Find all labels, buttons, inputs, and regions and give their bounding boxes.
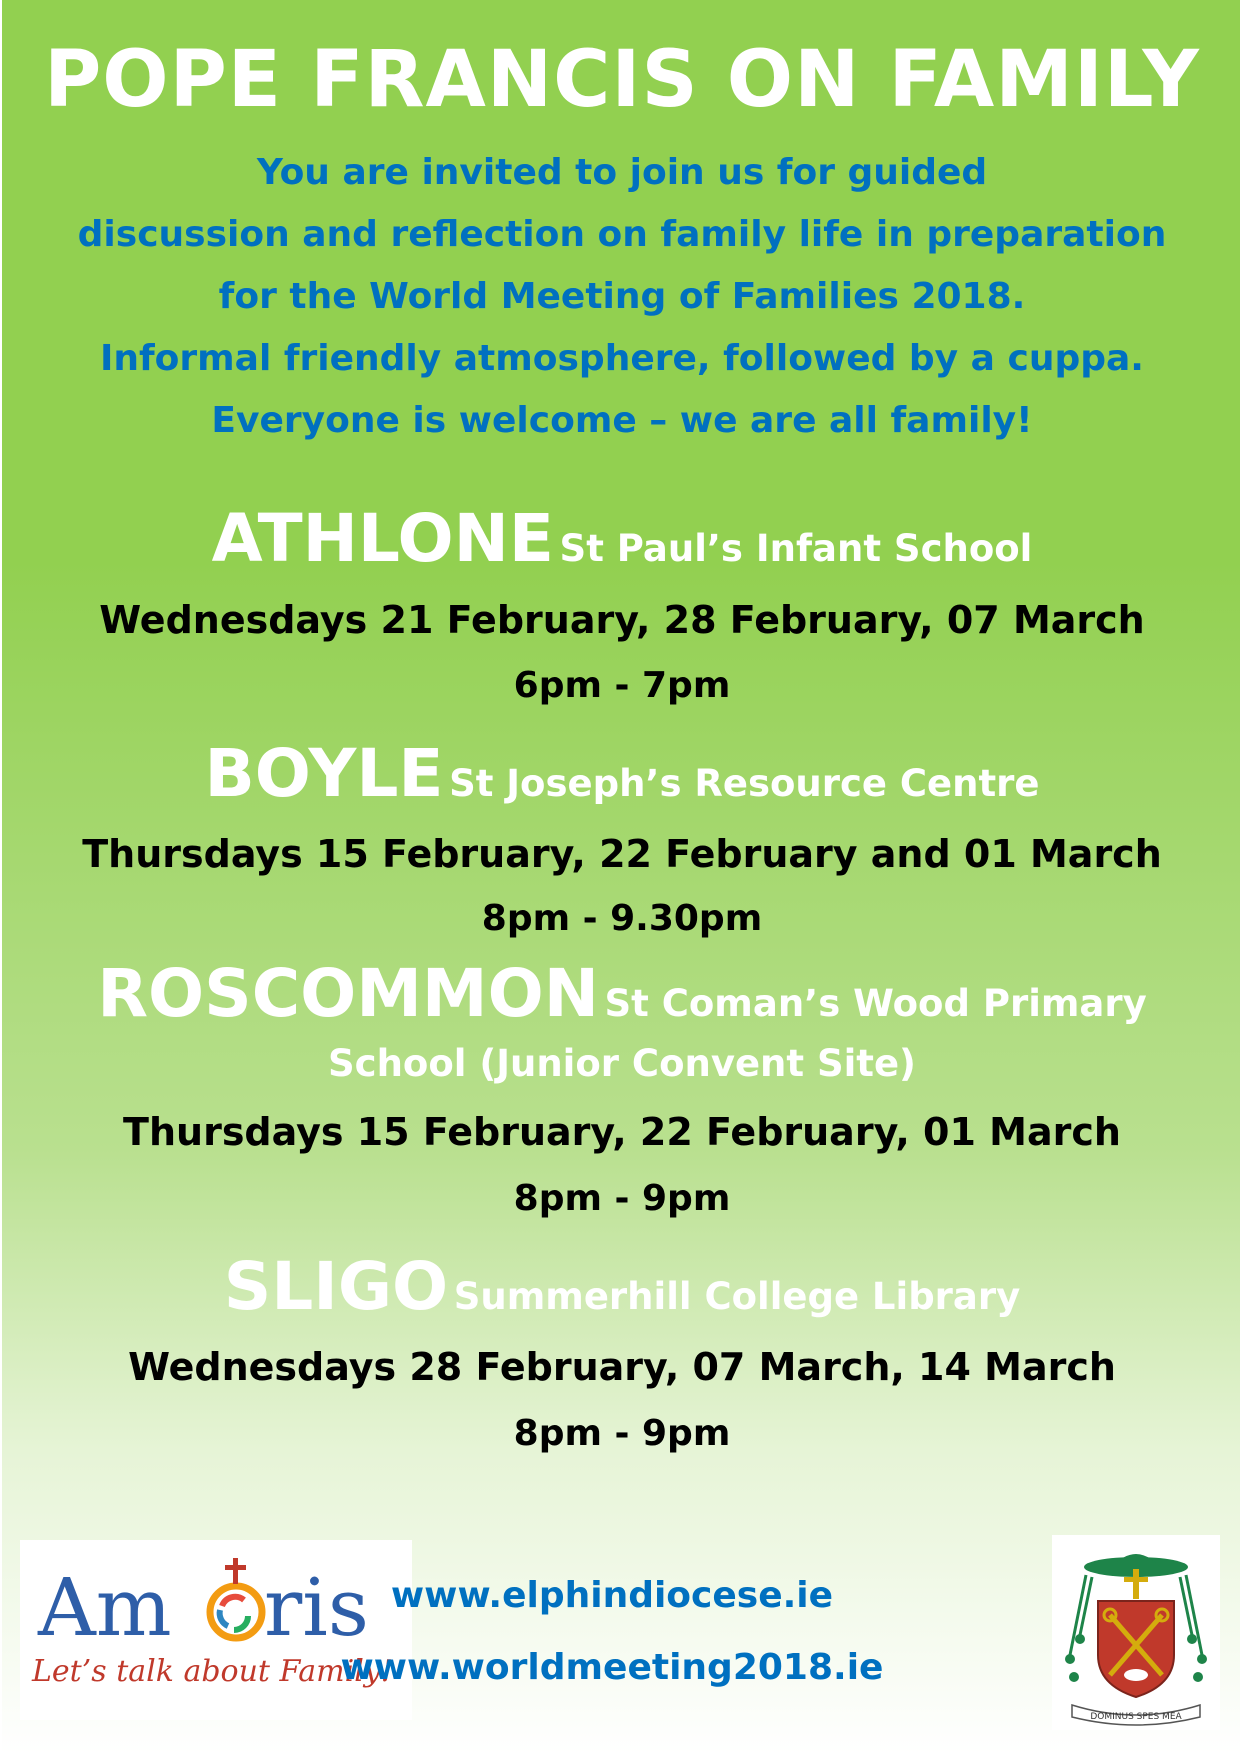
session-time: 8pm - 9.30pm xyxy=(481,898,763,939)
session-roscommon-heading xyxy=(2,955,1240,1032)
session-dates: Wednesdays 28 February, 07 March, 14 March xyxy=(128,1345,1116,1389)
session-time: 6pm - 7pm xyxy=(513,665,731,706)
diocese-crest-logo xyxy=(1052,1535,1220,1730)
link-elphindiocese[interactable]: www.elphindiocese.ie xyxy=(390,1575,834,1616)
intro-line: Informal friendly atmosphere, followed by a cuppa. xyxy=(100,338,1144,379)
session-dates: Thursdays 15 February, 22 February and 01 March xyxy=(82,832,1162,876)
venue-name: St Paul’s Infant School xyxy=(559,527,1033,570)
venue-name: Summerhill College Library xyxy=(453,1275,1021,1318)
session-time: 8pm - 9pm xyxy=(513,1413,731,1454)
session-boyle-heading xyxy=(2,735,1240,812)
session-time: 8pm - 9pm xyxy=(513,1178,731,1219)
session-sligo-heading xyxy=(2,1248,1240,1325)
town-name: BOYLE xyxy=(204,735,444,812)
session-dates: Wednesdays 21 February, 28 February, 07 March xyxy=(99,598,1145,642)
amoris-tagline: Let’s talk about Family! xyxy=(32,1654,393,1689)
venue-name-line2: School (Junior Convent Site) xyxy=(328,1042,916,1085)
link-worldmeeting[interactable]: www.worldmeeting2018.ie xyxy=(340,1647,884,1688)
intro-line: discussion and reflection on family life in preparation xyxy=(77,214,1167,255)
amoris-logo-text: Am xyxy=(38,1561,172,1654)
town-name: SLIGO xyxy=(223,1248,449,1325)
intro-text xyxy=(42,142,1202,452)
intro-line: You are invited to join us for guided xyxy=(256,152,988,193)
intro-line: for the World Meeting of Families 2018. xyxy=(218,276,1026,317)
town-name: ATHLONE xyxy=(211,500,554,577)
crest-icon xyxy=(1052,1535,1220,1730)
amoris-logo-graphic xyxy=(20,1540,412,1720)
poster-title: POPE FRANCIS ON FAMILY xyxy=(44,35,1200,125)
intro-line: Everyone is welcome – we are all family! xyxy=(211,400,1033,441)
amoris-logo xyxy=(20,1540,412,1720)
session-dates: Thursdays 15 February, 22 February, 01 March xyxy=(123,1110,1121,1154)
session-athlone-heading xyxy=(2,500,1240,577)
town-name: ROSCOMMON xyxy=(97,955,599,1032)
svg-text:ris: ris xyxy=(264,1561,369,1654)
venue-name: St Coman’s Wood Primary xyxy=(604,982,1147,1025)
venue-name: St Joseph’s Resource Centre xyxy=(449,762,1040,805)
crest-motto: DOMINUS SPES MEA xyxy=(1090,1712,1182,1722)
